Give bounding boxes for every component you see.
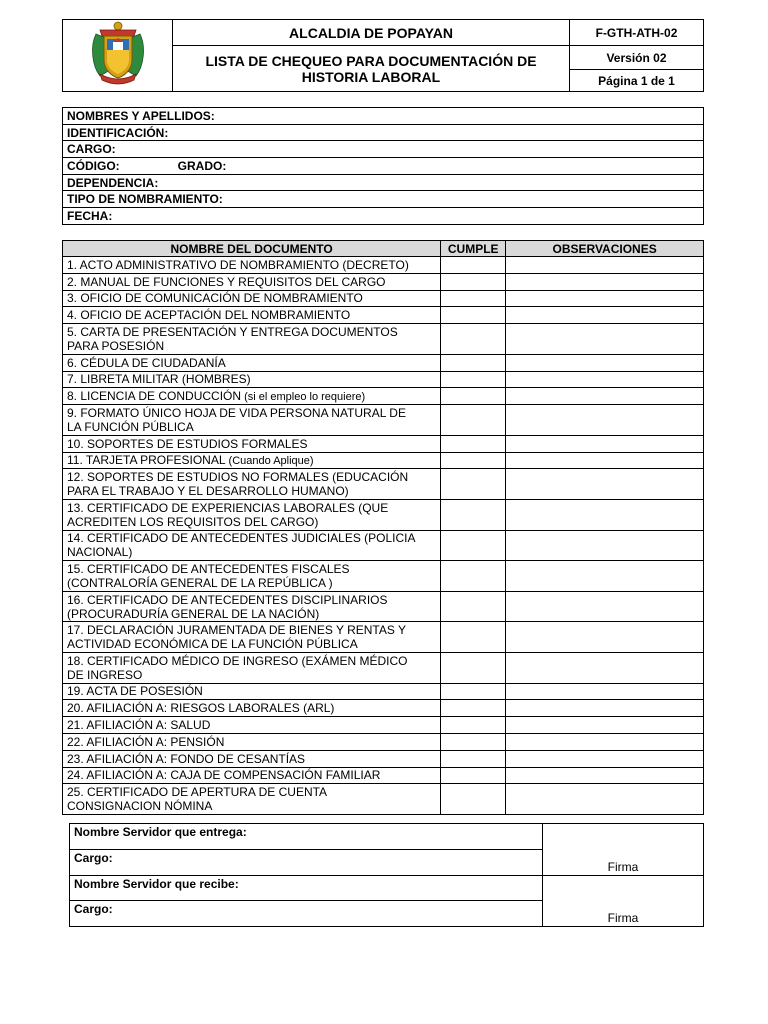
field-codigo-grado[interactable] <box>63 158 704 175</box>
cumple-cell[interactable] <box>441 405 506 436</box>
observaciones-cell[interactable] <box>506 371 704 388</box>
col-header-document: NOMBRE DEL DOCUMENTO <box>63 241 441 257</box>
cumple-cell[interactable] <box>441 452 506 469</box>
document-name-line2: PARA EL TRABAJO Y EL DESARROLLO HUMANO) <box>67 484 349 499</box>
checklist-row <box>63 452 704 469</box>
document-name-cell <box>63 273 441 290</box>
logo-cell <box>63 20 173 92</box>
document-name-line1: 4. OFICIO DE ACEPTACIÓN DEL NOMBRAMIENTO <box>67 308 351 323</box>
document-name-cell <box>63 700 441 717</box>
document-name-cell <box>63 290 441 307</box>
document-name-line1: 17. DECLARACIÓN JURAMENTADA DE BIENES Y RENTAS Y <box>67 623 406 638</box>
document-name-line1: 21. AFILIACIÓN A: SALUD <box>67 718 211 732</box>
document-name-cell <box>63 324 441 355</box>
document-name-cell <box>63 784 441 815</box>
document-name-cell <box>63 561 441 592</box>
document-name-line2: PARA POSESIÓN <box>67 338 165 353</box>
document-name-line2: ACTIVIDAD ECONÓMICA DE LA FUNCIÓN PÚBLICA <box>67 637 358 652</box>
cumple-cell[interactable] <box>441 683 506 700</box>
checklist-row <box>63 388 704 405</box>
col-header-cumple: CUMPLE <box>441 241 506 257</box>
document-name-line1: 15. CERTIFICADO DE ANTECEDENTES FISCALES <box>67 561 350 576</box>
field-grado-label: GRADO: <box>177 158 227 173</box>
cumple-cell[interactable] <box>441 324 506 355</box>
document-name-line2: NACIONAL) <box>67 545 133 560</box>
field-cargo[interactable]: CARGO: <box>63 141 704 158</box>
cumple-cell[interactable] <box>441 307 506 324</box>
observaciones-cell[interactable] <box>506 435 704 452</box>
cumple-cell[interactable] <box>441 290 506 307</box>
document-name-line1: 24. AFILIACIÓN A: CAJA DE COMPENSACIÓN FAMILIAR <box>67 768 381 783</box>
document-name-cell <box>63 435 441 452</box>
document-name-line2: CONSIGNACION NÓMINA <box>67 799 213 814</box>
document-name-cell <box>63 750 441 767</box>
document-name-cell <box>63 354 441 371</box>
cumple-cell[interactable] <box>441 499 506 530</box>
checklist-row <box>63 469 704 500</box>
observaciones-cell[interactable] <box>506 784 704 815</box>
document-name-line1: 16. CERTIFICADO DE ANTECEDENTES DISCIPLINARIOS <box>67 592 388 607</box>
document-name-line1: 8. LICENCIA DE CONDUCCIÓN <box>67 388 242 403</box>
document-name-line1: 9. FORMATO ÚNICO HOJA DE VIDA PERSONA NATURAL DE <box>67 405 406 420</box>
document-name-line1: 6. CÉDULA DE CIUDADANÍA <box>67 355 226 370</box>
document-name-cell <box>63 530 441 561</box>
cumple-cell[interactable] <box>441 273 506 290</box>
org-name: ALCALDIA DE POPAYAN <box>173 20 570 46</box>
document-name-line1: 10. SOPORTES DE ESTUDIOS FORMALES <box>67 436 308 451</box>
document-name-line2: LA FUNCIÓN PÚBLICA <box>67 419 194 434</box>
sig-entrega-cargo[interactable]: Cargo: <box>70 850 543 876</box>
document-name-cell <box>63 257 441 274</box>
checklist-row <box>63 717 704 734</box>
checklist-row <box>63 273 704 290</box>
document-name-line1: 12. SOPORTES DE ESTUDIOS NO FORMALES (EDUCACIÓN <box>67 470 409 485</box>
cumple-cell[interactable] <box>441 652 506 683</box>
checklist-row <box>63 784 704 815</box>
document-version: Versión 02 <box>570 46 704 70</box>
observaciones-cell[interactable] <box>506 683 704 700</box>
observaciones-cell[interactable] <box>506 452 704 469</box>
employee-info-table <box>62 107 704 225</box>
checklist-row <box>63 257 704 274</box>
sig-entrega-firma[interactable]: Firma <box>543 824 704 876</box>
checklist-row <box>63 622 704 653</box>
cumple-cell[interactable] <box>441 561 506 592</box>
cumple-cell[interactable] <box>441 717 506 734</box>
document-name-line1: 1. ACTO ADMINISTRATIVO DE NOMBRAMIENTO (DECRETO) <box>67 257 409 272</box>
cumple-cell[interactable] <box>441 591 506 622</box>
checklist-body <box>63 257 704 815</box>
document-name-line1: 18. CERTIFICADO MÉDICO DE INGRESO (EXÁMEN MÉDICO <box>67 653 408 668</box>
checklist-row <box>63 652 704 683</box>
cumple-cell[interactable] <box>441 435 506 452</box>
cumple-cell[interactable] <box>441 767 506 784</box>
document-name-cell <box>63 371 441 388</box>
document-name-cell <box>63 452 441 469</box>
observaciones-cell[interactable] <box>506 561 704 592</box>
checklist-row <box>63 499 704 530</box>
observaciones-cell[interactable] <box>506 307 704 324</box>
checklist-row <box>63 591 704 622</box>
cumple-cell[interactable] <box>441 700 506 717</box>
observaciones-cell[interactable] <box>506 469 704 500</box>
sig-recibe-firma[interactable]: Firma <box>543 876 704 927</box>
observaciones-cell[interactable] <box>506 591 704 622</box>
document-name-line1: 11. TARJETA PROFESIONAL <box>67 452 226 467</box>
cumple-cell[interactable] <box>441 622 506 653</box>
checklist-row <box>63 530 704 561</box>
document-name-cell <box>63 717 441 734</box>
observaciones-cell[interactable] <box>506 700 704 717</box>
checklist-row <box>63 435 704 452</box>
document-name-line1: 22. AFILIACIÓN A: PENSIÓN <box>67 734 225 749</box>
document-name-line1: 2. MANUAL DE FUNCIONES Y REQUISITOS DEL CARGO <box>67 274 386 289</box>
page-indicator: Página 1 de 1 <box>570 70 704 92</box>
document-name-cell <box>63 405 441 436</box>
document-name-cell <box>63 469 441 500</box>
cumple-cell[interactable] <box>441 530 506 561</box>
cumple-cell[interactable] <box>441 750 506 767</box>
observaciones-cell[interactable] <box>506 717 704 734</box>
field-fecha[interactable]: FECHA: <box>63 208 704 225</box>
field-nombres[interactable]: NOMBRES Y APELLIDOS: <box>63 108 704 125</box>
observaciones-cell[interactable] <box>506 530 704 561</box>
document-name-line1: 20. AFILIACIÓN A: RIESGOS LABORALES (ARL) <box>67 701 335 716</box>
checklist-row <box>63 324 704 355</box>
field-identificacion[interactable]: IDENTIFICACIÓN: <box>63 124 704 141</box>
field-dependencia[interactable]: DEPENDENCIA: <box>63 174 704 191</box>
document-name-line2: (CONTRALORÍA GENERAL DE LA REPÚBLICA ) <box>67 575 333 590</box>
checklist-row <box>63 290 704 307</box>
document-name-cell <box>63 622 441 653</box>
checklist-row <box>63 767 704 784</box>
document-name-line2: ACREDITEN LOS REQUISITOS DEL CARGO) <box>67 514 319 529</box>
document-name-cell <box>63 388 441 405</box>
document-name-note: (Cuando Aplique) <box>225 454 314 467</box>
checklist-row <box>63 750 704 767</box>
field-codigo-label: CÓDIGO: <box>67 158 120 173</box>
observaciones-cell[interactable] <box>506 273 704 290</box>
document-header <box>62 19 704 92</box>
document-name-line1: 3. OFICIO DE COMUNICACIÓN DE NOMBRAMIENTO <box>67 291 363 306</box>
cumple-cell[interactable] <box>441 784 506 815</box>
cumple-cell[interactable] <box>441 354 506 371</box>
observaciones-cell[interactable] <box>506 767 704 784</box>
document-name-note: (si el empleo lo requiere) <box>241 390 366 403</box>
checklist-row <box>63 733 704 750</box>
document-name-cell <box>63 767 441 784</box>
sig-recibe-cargo[interactable]: Cargo: <box>70 901 543 927</box>
field-tipo-nombramiento[interactable]: TIPO DE NOMBRAMIENTO: <box>63 191 704 208</box>
observaciones-cell[interactable] <box>506 388 704 405</box>
document-name-line1: 7. LIBRETA MILITAR (HOMBRES) <box>67 372 251 387</box>
document-name-line1: 14. CERTIFICADO DE ANTECEDENTES JUDICIALES (POLICIA <box>67 531 416 546</box>
col-header-observaciones: OBSERVACIONES <box>506 241 704 257</box>
document-name-line1: 19. ACTA DE POSESIÓN <box>67 684 203 699</box>
document-name-line1: 23. AFILIACIÓN A: FONDO DE CESANTÍAS <box>67 751 306 766</box>
observaciones-cell[interactable] <box>506 257 704 274</box>
document-name-line1: 13. CERTIFICADO DE EXPERIENCIAS LABORALES (QUE <box>67 500 389 515</box>
observaciones-cell[interactable] <box>506 405 704 436</box>
cumple-cell[interactable] <box>441 257 506 274</box>
document-name-line2: DE INGRESO <box>67 667 143 682</box>
cumple-cell[interactable] <box>441 469 506 500</box>
document-name-cell <box>63 591 441 622</box>
observaciones-cell[interactable] <box>506 652 704 683</box>
checklist-row <box>63 405 704 436</box>
observaciones-cell[interactable] <box>506 733 704 750</box>
document-name-cell <box>63 652 441 683</box>
cumple-cell[interactable] <box>441 388 506 405</box>
observaciones-cell[interactable] <box>506 324 704 355</box>
coat-of-arms-logo <box>90 20 146 86</box>
sig-recibe-name[interactable]: Nombre Servidor que recibe: <box>70 876 543 901</box>
checklist-row <box>63 561 704 592</box>
observaciones-cell[interactable] <box>506 499 704 530</box>
cumple-cell[interactable] <box>441 371 506 388</box>
checklist-row <box>63 354 704 371</box>
observaciones-cell[interactable] <box>506 290 704 307</box>
document-name-cell <box>63 499 441 530</box>
observaciones-cell[interactable] <box>506 622 704 653</box>
signature-table <box>69 823 704 927</box>
checklist-row <box>63 371 704 388</box>
document-title <box>173 46 570 92</box>
document-name-line2: (PROCURADURÍA GENERAL DE LA NACIÓN) <box>67 606 320 621</box>
checklist-row <box>63 700 704 717</box>
observaciones-cell[interactable] <box>506 750 704 767</box>
checklist-row <box>63 683 704 700</box>
checklist-row <box>63 307 704 324</box>
observaciones-cell[interactable] <box>506 354 704 371</box>
document-code: F-GTH-ATH-02 <box>570 20 704 46</box>
document-checklist-table <box>62 240 704 815</box>
document-name-cell <box>63 683 441 700</box>
title-line-1: LISTA DE CHEQUEO PARA DOCUMENTACIÓN DE <box>205 52 537 69</box>
sig-entrega-name[interactable]: Nombre Servidor que entrega: <box>70 824 543 850</box>
document-name-line1: 25. CERTIFICADO DE APERTURA DE CUENTA <box>67 785 328 800</box>
document-name-cell <box>63 733 441 750</box>
cumple-cell[interactable] <box>441 733 506 750</box>
document-name-line1: 5. CARTA DE PRESENTACIÓN Y ENTREGA DOCUMENTOS <box>67 324 398 339</box>
title-line-2: HISTORIA LABORAL <box>301 68 441 85</box>
document-name-cell <box>63 307 441 324</box>
